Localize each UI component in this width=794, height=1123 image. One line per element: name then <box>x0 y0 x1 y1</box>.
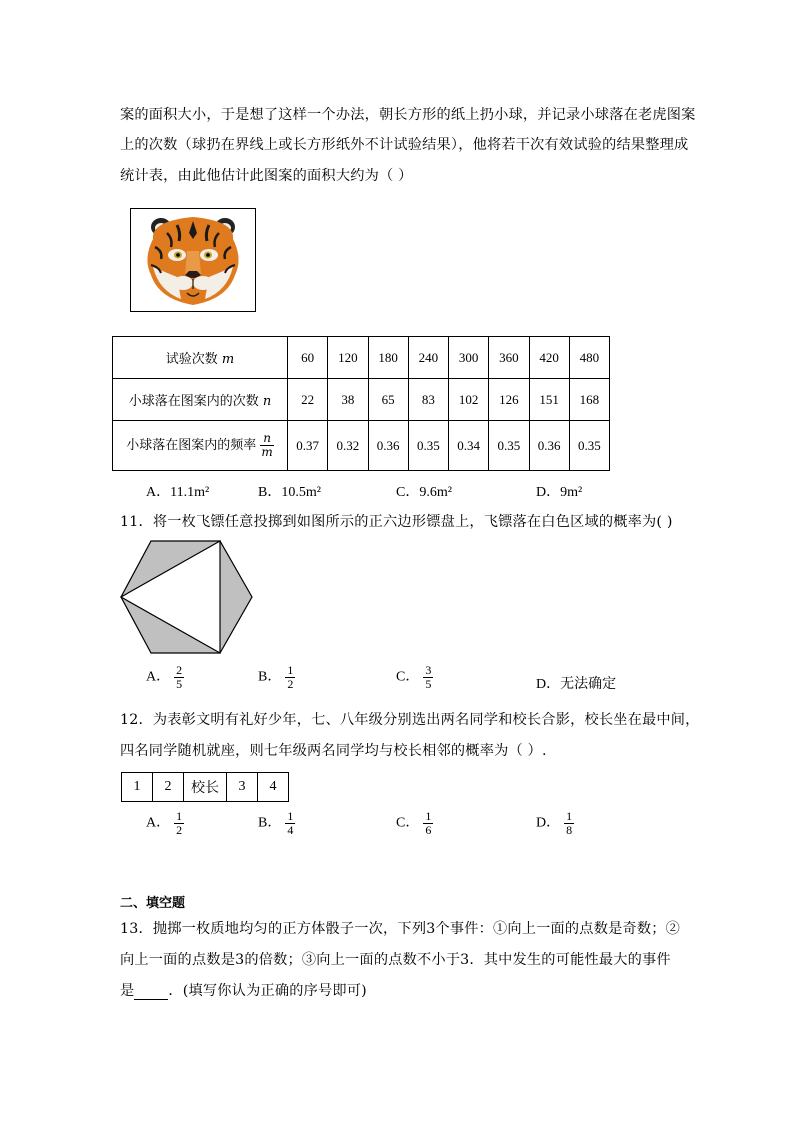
q13-line2: 向上一面的点数是3的倍数；③向上一面的点数不小于3．其中发生的可能性最大的事件 <box>120 952 671 968</box>
table-cell: 60 <box>288 337 328 379</box>
tiger-image-frame <box>130 208 256 312</box>
trial-results-table <box>112 336 610 471</box>
q12-option-a[interactable]: A． $\frac{1}{2}$ <box>146 809 183 837</box>
fraction: $\frac{2}{5}$ <box>176 663 183 691</box>
table-cell: 0.36 <box>368 421 408 471</box>
q10-option-b[interactable]: B．10.5m² <box>258 485 321 500</box>
fraction: $\frac{1}{2}$ <box>287 663 294 691</box>
q11-text: 11．将一枚飞镖任意投掷到如图所示的正六边形镖盘上，飞镖落在白色区域的概率为( ) <box>120 514 673 530</box>
q10-option-a[interactable]: A．11.1m² <box>146 485 210 500</box>
q11-option-d[interactable]: D．无法确定 <box>536 677 617 692</box>
answer-blank[interactable] <box>134 985 168 1000</box>
table-cell: 240 <box>408 337 448 379</box>
q10-option-c[interactable]: C．9.6m² <box>396 485 452 500</box>
table-cell: 0.36 <box>529 421 569 471</box>
q11-option-a[interactable]: A． $\frac{2}{5}$ <box>146 663 183 691</box>
q12-option-d[interactable]: D． $\frac{1}{8}$ <box>536 809 573 837</box>
q10-line1: 案的面积大小，于是想了这样一个办法，朝长方形的纸上扔小球，并记录小球落在老虎图案 <box>120 107 696 123</box>
table-cell: 151 <box>529 379 569 421</box>
table-cell: 65 <box>368 379 408 421</box>
q10-line3: 统计表，由此他估计此图案的面积大约为（ ） <box>120 168 413 184</box>
q12-option-b[interactable]: B． $\frac{1}{4}$ <box>258 809 294 837</box>
table-cell: 0.32 <box>328 421 368 471</box>
fraction: $\frac{1}{6}$ <box>425 809 432 837</box>
q13-line3: 是 ．(填写你认为正确的序号即可) <box>120 983 367 999</box>
table-cell: 126 <box>489 379 529 421</box>
table-cell: 0.34 <box>449 421 489 471</box>
seat-cell: 2 <box>153 773 184 802</box>
q10-line2: 上的次数（球扔在界线上或长方形纸外不计试验结果），他将若干次有效试验的结果整理成 <box>120 137 689 153</box>
table-cell: 0.35 <box>408 421 448 471</box>
table-row-frequency <box>113 421 610 471</box>
q11-option-c[interactable]: C． $\frac{3}{5}$ <box>396 663 432 691</box>
q13-line1: 13．抛掷一枚质地均匀的正方体骰子一次，下列3个事件：①向上一面的点数是奇数；② <box>120 921 681 937</box>
seating-table <box>121 772 289 802</box>
table-cell: 0.37 <box>288 421 328 471</box>
seat-cell: 校长 <box>184 773 227 802</box>
table-row-trials <box>113 337 610 379</box>
hexagon-dartboard <box>118 538 254 656</box>
fraction: $\frac{1}{4}$ <box>287 809 294 837</box>
table-cell: 83 <box>408 379 448 421</box>
seating-row <box>122 773 289 802</box>
table-cell: 180 <box>368 337 408 379</box>
table-cell: 0.35 <box>569 421 609 471</box>
q12-line1: 12．为表彰文明有礼好少年，七、八年级分别选出两名同学和校长合影，校长坐在最中间， <box>120 712 700 728</box>
table-row-hits <box>113 379 610 421</box>
table-cell: 38 <box>328 379 368 421</box>
table-cell: 420 <box>529 337 569 379</box>
table-cell: 22 <box>288 379 328 421</box>
seat-cell: 1 <box>122 773 153 802</box>
table-cell: 480 <box>569 337 609 379</box>
fraction: $\frac{3}{5}$ <box>425 663 432 691</box>
section-title: 二、填空题 <box>120 896 186 911</box>
tiger-image <box>131 209 255 311</box>
seat-cell: 4 <box>258 773 289 802</box>
fraction: $\frac{1}{8}$ <box>566 809 573 837</box>
frequency-fraction: $\frac{n}{m}$ <box>261 431 273 459</box>
table-header-frequency: 小球落在图案内的频率 $\frac{n}{m}$ <box>113 421 288 471</box>
table-cell: 300 <box>449 337 489 379</box>
table-cell: 102 <box>449 379 489 421</box>
table-cell: 168 <box>569 379 609 421</box>
table-cell: 120 <box>328 337 368 379</box>
q10-option-d[interactable]: D．9m² <box>536 485 583 500</box>
table-cell: 0.35 <box>489 421 529 471</box>
seat-cell: 3 <box>227 773 258 802</box>
table-cell: 360 <box>489 337 529 379</box>
fraction: $\frac{1}{2}$ <box>176 809 183 837</box>
q11-option-b[interactable]: B． $\frac{1}{2}$ <box>258 663 294 691</box>
q12-option-c[interactable]: C． $\frac{1}{6}$ <box>396 809 432 837</box>
table-header-trials: 试验次数 m <box>113 337 288 379</box>
q12-line2: 四名同学随机就座，则七年级两名同学均与校长相邻的概率为（ ）. <box>120 743 547 759</box>
table-header-hits: 小球落在图案内的次数 n <box>113 379 288 421</box>
